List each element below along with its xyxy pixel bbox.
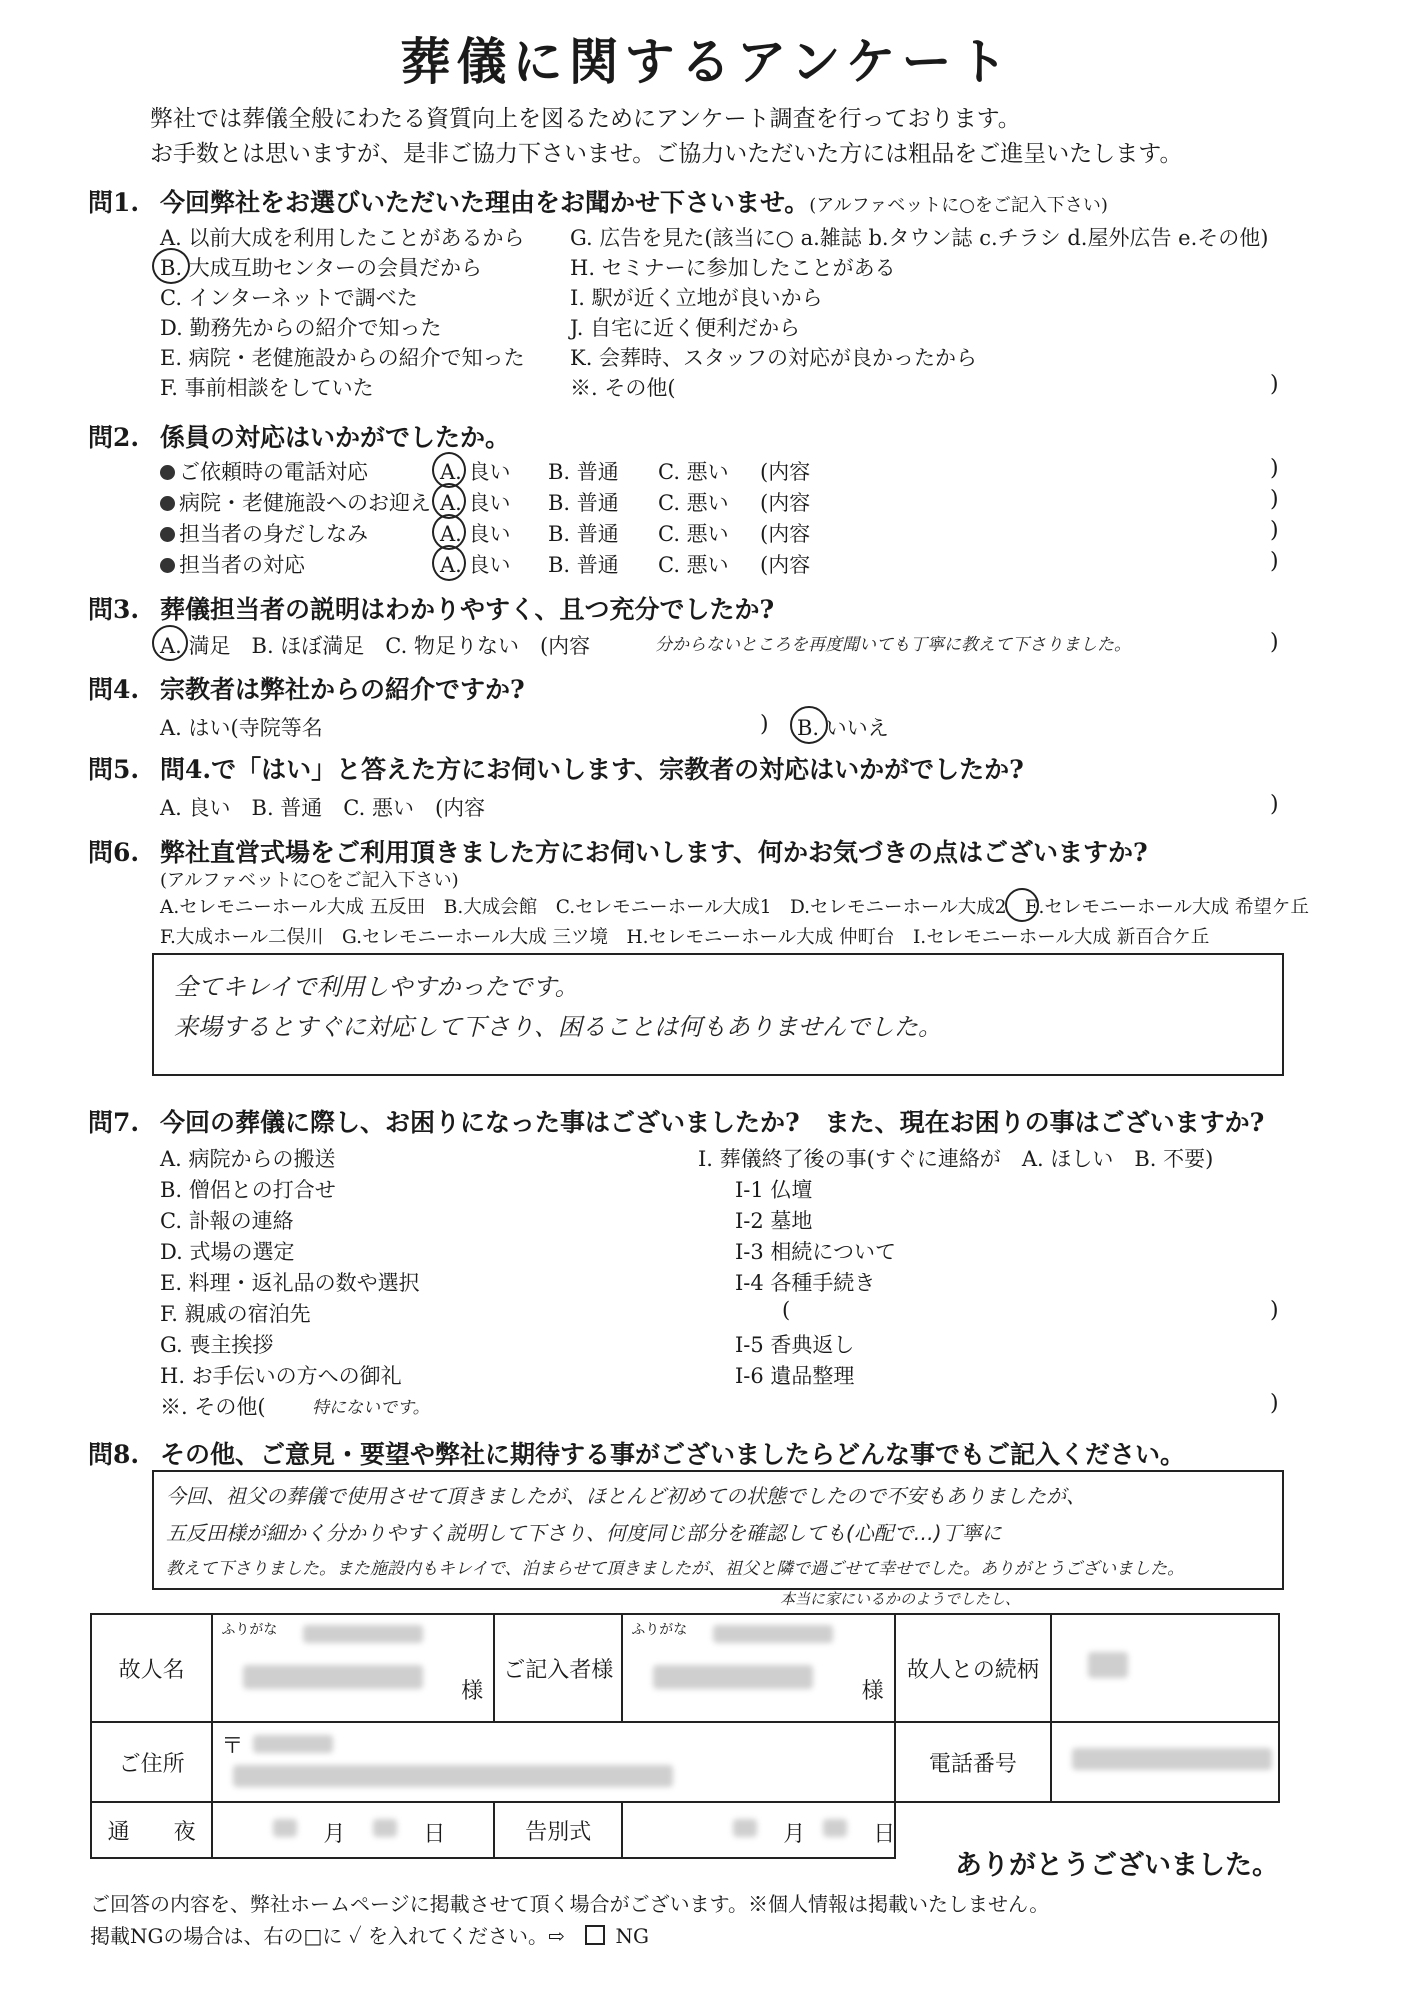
q1-option-j[interactable]: J. 自宅に近く便利だから: [570, 316, 801, 340]
q2-row-3-label: 担当者の身だしなみ: [160, 518, 368, 548]
q2-row-1-label: ご依頼時の電話対応: [160, 456, 368, 486]
q2-row-4-circle: [432, 545, 466, 581]
q2-row-3-c[interactable]: C. 悪い: [658, 522, 729, 546]
redacted-funeral-day: [823, 1819, 847, 1837]
q1-option-k[interactable]: K. 会葬時、スタッフの対応が良かったから: [570, 346, 978, 370]
q2-row-4-a[interactable]: A. 良い: [440, 553, 511, 577]
address-label: ご住所: [91, 1722, 212, 1802]
q4-option-b[interactable]: B. いいえ: [797, 716, 889, 740]
q1-option-a[interactable]: A. 以前大成を利用したことがあるから: [160, 226, 525, 250]
q1-option-g[interactable]: G. 広告を見た(該当に○ a.雑誌 b.タウン誌 c.チラシ d.屋外広告 e.その他): [570, 226, 1269, 250]
q7-option-g[interactable]: G. 喪主挨拶: [160, 1333, 274, 1357]
q1-option-i[interactable]: I. 駅が近く立地が良いから: [570, 286, 823, 310]
q1-close-paren: ): [1270, 372, 1279, 397]
postal-mark: 〒: [221, 1734, 244, 1759]
q2-row-2-naiyou: (内容: [760, 491, 811, 515]
q2-text: 係員の対応はいかがでしたか。: [160, 423, 511, 452]
q1-option-d[interactable]: D. 勤務先からの紹介で知った: [160, 316, 442, 340]
q1-option-e[interactable]: E. 病院・老健施設からの紹介で知った: [160, 346, 525, 370]
q7-close-paren-i4: ): [1270, 1298, 1279, 1323]
q2-row-3-naiyou: (内容: [760, 522, 811, 546]
q5-options[interactable]: A. 良い B. 普通 C. 悪い (内容: [160, 796, 486, 820]
deceased-name-label: 故人名: [91, 1614, 212, 1722]
deceased-sama: 様: [461, 1679, 484, 1704]
funeral-date-field[interactable]: [622, 1802, 894, 1858]
q7-option-c[interactable]: C. 訃報の連絡: [160, 1209, 294, 1233]
q2-heading: [88, 418, 510, 454]
q5-number: 問5.: [88, 755, 140, 784]
phone-field[interactable]: [1051, 1722, 1279, 1802]
q7-text: 今回の葬儀に際し、お困りになった事はございましたか? また、現在お困りの事はございますか?: [160, 1108, 1265, 1137]
q6-venues-line-1[interactable]: A.セレモニーホール大成 五反田 B.大成会館 C.セレモニーホール大成1 D.セレモニーホール大成2 E.セレモニーホール大成 希望ケ丘: [160, 897, 1309, 918]
q1-note: (アルファベットに○をご記入下さい): [809, 195, 1108, 216]
q7-option-b[interactable]: B. 僧侶との打合せ: [160, 1178, 336, 1202]
bullet-icon: [160, 465, 175, 480]
q7-option-i2[interactable]: I-2 墓地: [735, 1209, 813, 1233]
q2-row-4-naiyou: (内容: [760, 553, 811, 577]
redacted-address: [233, 1765, 673, 1787]
wake-label: 通 夜: [91, 1802, 212, 1858]
q8-handwriting-insert: 本当に家にいるかのようでしたし、: [780, 1590, 1021, 1608]
q7-option-i5[interactable]: I-5 香典返し: [735, 1333, 855, 1357]
bullet-icon: [160, 496, 175, 511]
redacted-relation: [1088, 1652, 1128, 1678]
q7-close-paren-other: ): [1270, 1391, 1279, 1416]
q1-heading: [88, 183, 1108, 219]
redacted-postal-code: [253, 1735, 333, 1753]
address-field[interactable]: [212, 1722, 894, 1802]
q6-circle-e: [1005, 888, 1039, 922]
q2-row-1-b[interactable]: B. 普通: [548, 460, 619, 484]
q2-number: 問2.: [88, 423, 140, 452]
q7-option-other[interactable]: ※. その他(: [160, 1395, 266, 1419]
q1-option-c[interactable]: C. インターネットで調べた: [160, 286, 418, 310]
q2-row-2-label: 病院・老健施設へのお迎え: [160, 487, 431, 517]
funeral-label: 告別式: [494, 1802, 622, 1858]
q3-handwriting: 分からないところを再度聞いても丁寧に教えて下さりました。: [655, 635, 1131, 655]
q6-comment-box[interactable]: [152, 953, 1284, 1076]
q2-row-3-close: ): [1270, 518, 1279, 543]
relation-field[interactable]: [1051, 1614, 1279, 1722]
q2-row-1-c[interactable]: C. 悪い: [658, 460, 729, 484]
q2-row-3-a[interactable]: A. 良い: [440, 522, 511, 546]
q2-row-2-c[interactable]: C. 悪い: [658, 491, 729, 515]
q3-text: 葬儀担当者の説明はわかりやすく、且つ充分でしたか?: [160, 595, 775, 624]
q7-option-i4[interactable]: I-4 各種手続き: [735, 1271, 876, 1295]
q6-venues-line-2[interactable]: F.大成ホール二俣川 G.セレモニーホール大成 三ツ境 H.セレモニーホール大成 仲町台 I.セレモニーホール大成 新百合ケ丘: [160, 927, 1210, 948]
writer-sama: 様: [861, 1679, 884, 1704]
q7-option-f[interactable]: F. 親戚の宿泊先: [160, 1302, 311, 1326]
q4-close-paren: ): [760, 712, 769, 737]
q1-circle-b: [152, 248, 190, 284]
ng-label: NG: [615, 1924, 649, 1948]
q7-number: 問7.: [88, 1108, 140, 1137]
wake-date-field[interactable]: [212, 1802, 494, 1858]
q7-handwriting: 特にないです。: [312, 1398, 430, 1418]
q2-row-4-b[interactable]: B. 普通: [548, 553, 619, 577]
q4-heading: [88, 670, 525, 706]
q7-option-i1[interactable]: I-1 仏壇: [735, 1178, 813, 1202]
phone-label: 電話番号: [895, 1722, 1051, 1802]
q5-heading: [88, 750, 1024, 786]
bullet-icon: [160, 558, 175, 573]
q8-comment-box[interactable]: [152, 1470, 1284, 1590]
q8-handwriting-line-2: 五反田様が細かく分かりやすく説明して下さり、何度同じ部分を確認しても(心配で…)丁寧に: [166, 1521, 1002, 1545]
q2-row-2-b[interactable]: B. 普通: [548, 491, 619, 515]
q2-row-3-b[interactable]: B. 普通: [548, 522, 619, 546]
writer-name-label: ご記入者様: [494, 1614, 622, 1722]
writer-name-field[interactable]: [622, 1614, 894, 1722]
q1-option-f[interactable]: F. 事前相談をしていた: [160, 376, 374, 400]
q5-close-paren: ): [1270, 792, 1279, 817]
wake-day: 日: [423, 1822, 446, 1847]
page-title: 葬儀に関するアンケート: [400, 32, 1014, 91]
q1-text: 今回弊社をお選びいただいた理由をお聞かせ下さいませ。: [160, 188, 810, 217]
q1-option-h[interactable]: H. セミナーに参加したことがある: [570, 256, 896, 280]
q6-number: 問6.: [88, 838, 140, 867]
footer-ng-text: 掲載NGの場合は、右の□に ✓ を入れてください。⇨: [90, 1924, 565, 1948]
redacted-furigana: [303, 1625, 423, 1643]
q6-handwriting-line-2: 来場するとすぐに対応して下さり、困ることは何もありませんでした。: [174, 1013, 942, 1041]
deceased-furigana-label: ふりがな: [221, 1622, 278, 1638]
q2-row-1-a[interactable]: A. 良い: [440, 460, 511, 484]
q8-number: 問8.: [88, 1440, 140, 1469]
q3-number: 問3.: [88, 595, 140, 624]
redacted-writer-name: [653, 1665, 813, 1689]
q5-text: 問4.で「はい」と答えた方にお伺いします、宗教者の対応はいかがでしたか?: [160, 755, 1024, 784]
q4-number: 問4.: [88, 675, 140, 704]
q3-options[interactable]: A. 満足 B. ほぼ満足 C. 物足りない (内容: [160, 634, 591, 658]
q2-row-4-label: 担当者の対応: [160, 549, 305, 579]
q7-option-i6[interactable]: I-6 遺品整理: [735, 1364, 855, 1388]
q4-circle-b: [790, 706, 828, 744]
wake-month: 月: [323, 1822, 346, 1847]
q7-option-h[interactable]: H. お手伝いの方への御礼: [160, 1364, 402, 1388]
deceased-name-field[interactable]: [212, 1614, 494, 1722]
q8-text: その他、ご意見・要望や弊社に期待する事がございましたらどんな事でもご記入ください。: [160, 1440, 1186, 1469]
redacted-writer-furigana: [713, 1625, 833, 1643]
q1-option-b[interactable]: B. 大成互助センターの会員だから: [160, 256, 482, 280]
q7-heading: [88, 1103, 1264, 1139]
q8-handwriting-line-3: 教えて下さりました。また施設内もキレイで、泊まらせて頂きましたが、祖父と隣で過ごせて幸せでした。ありがとうございました。: [166, 1559, 1185, 1579]
q7-option-a[interactable]: A. 病院からの搬送: [160, 1147, 336, 1171]
q6-text: 弊社直営式場をご利用頂きました方にお伺いします、何かお気づきの点はございますか?: [160, 838, 1148, 867]
redacted-deceased-name: [243, 1665, 423, 1689]
bullet-icon: [160, 527, 175, 542]
footer-ng-instruction: [90, 1920, 649, 1949]
q3-circle-a: [152, 625, 188, 661]
q2-row-2-close: ): [1270, 487, 1279, 512]
redacted-wake-month: [273, 1819, 297, 1837]
q3-close-paren: ): [1270, 630, 1279, 655]
q1-number: 問1.: [88, 188, 140, 217]
funeral-month: 月: [783, 1822, 806, 1847]
q2-row-4-c[interactable]: C. 悪い: [658, 553, 729, 577]
ng-checkbox[interactable]: [585, 1925, 605, 1945]
q2-row-4-close: ): [1270, 549, 1279, 574]
q7-option-i[interactable]: I. 葬儀終了後の事(すぐに連絡が A. ほしい B. 不要): [698, 1147, 1214, 1171]
q2-row-1-close: ): [1270, 456, 1279, 481]
q3-heading: [88, 590, 774, 626]
q1-option-other[interactable]: ※. その他(: [570, 376, 676, 400]
redacted-phone: [1072, 1748, 1272, 1770]
q7-option-i3[interactable]: I-3 相続について: [735, 1240, 897, 1264]
q2-row-1-naiyou: (内容: [760, 460, 811, 484]
q4-text: 宗教者は弊社からの紹介ですか?: [160, 675, 525, 704]
redacted-funeral-month: [733, 1819, 757, 1837]
q6-handwriting-line-1: 全てキレイで利用しやすかったです。: [174, 973, 579, 1001]
respondent-info-table: [90, 1613, 1280, 1859]
relation-label: 故人との続柄: [895, 1614, 1051, 1722]
q6-note: (アルファベットに○をご記入下さい): [160, 870, 459, 891]
q8-heading: [88, 1435, 1185, 1471]
q7-option-e[interactable]: E. 料理・返礼品の数や選択: [160, 1271, 420, 1295]
thank-you-message: ありがとうございました。: [955, 1850, 1279, 1881]
writer-furigana-label: ふりがな: [631, 1622, 688, 1638]
q7-option-i4-paren: (: [782, 1298, 791, 1322]
q8-handwriting-line-1: 今回、祖父の葬儀で使用させて頂きましたが、ほとんど初めての状態でしたので不安もありましたが、: [166, 1484, 1086, 1508]
redacted-wake-day: [373, 1819, 397, 1837]
q2-row-2-a[interactable]: A. 良い: [440, 491, 511, 515]
intro-line-2: お手数とは思いますが、是非ご協力下さいませ。ご協力いただいた方には粗品をご進呈いたします。: [150, 141, 1183, 167]
intro-line-1: 弊社では葬儀全般にわたる資質向上を図るためにアンケート調査を行っております。: [150, 106, 1021, 132]
q4-option-a[interactable]: A. はい(寺院等名: [160, 716, 323, 740]
q7-option-d[interactable]: D. 式場の選定: [160, 1240, 295, 1264]
footer-notice: ご回答の内容を、弊社ホームページに掲載させて頂く場合がございます。※個人情報は掲載いたしません。: [90, 1892, 1050, 1916]
funeral-day: 日: [873, 1822, 896, 1847]
q6-heading: [88, 833, 1148, 869]
